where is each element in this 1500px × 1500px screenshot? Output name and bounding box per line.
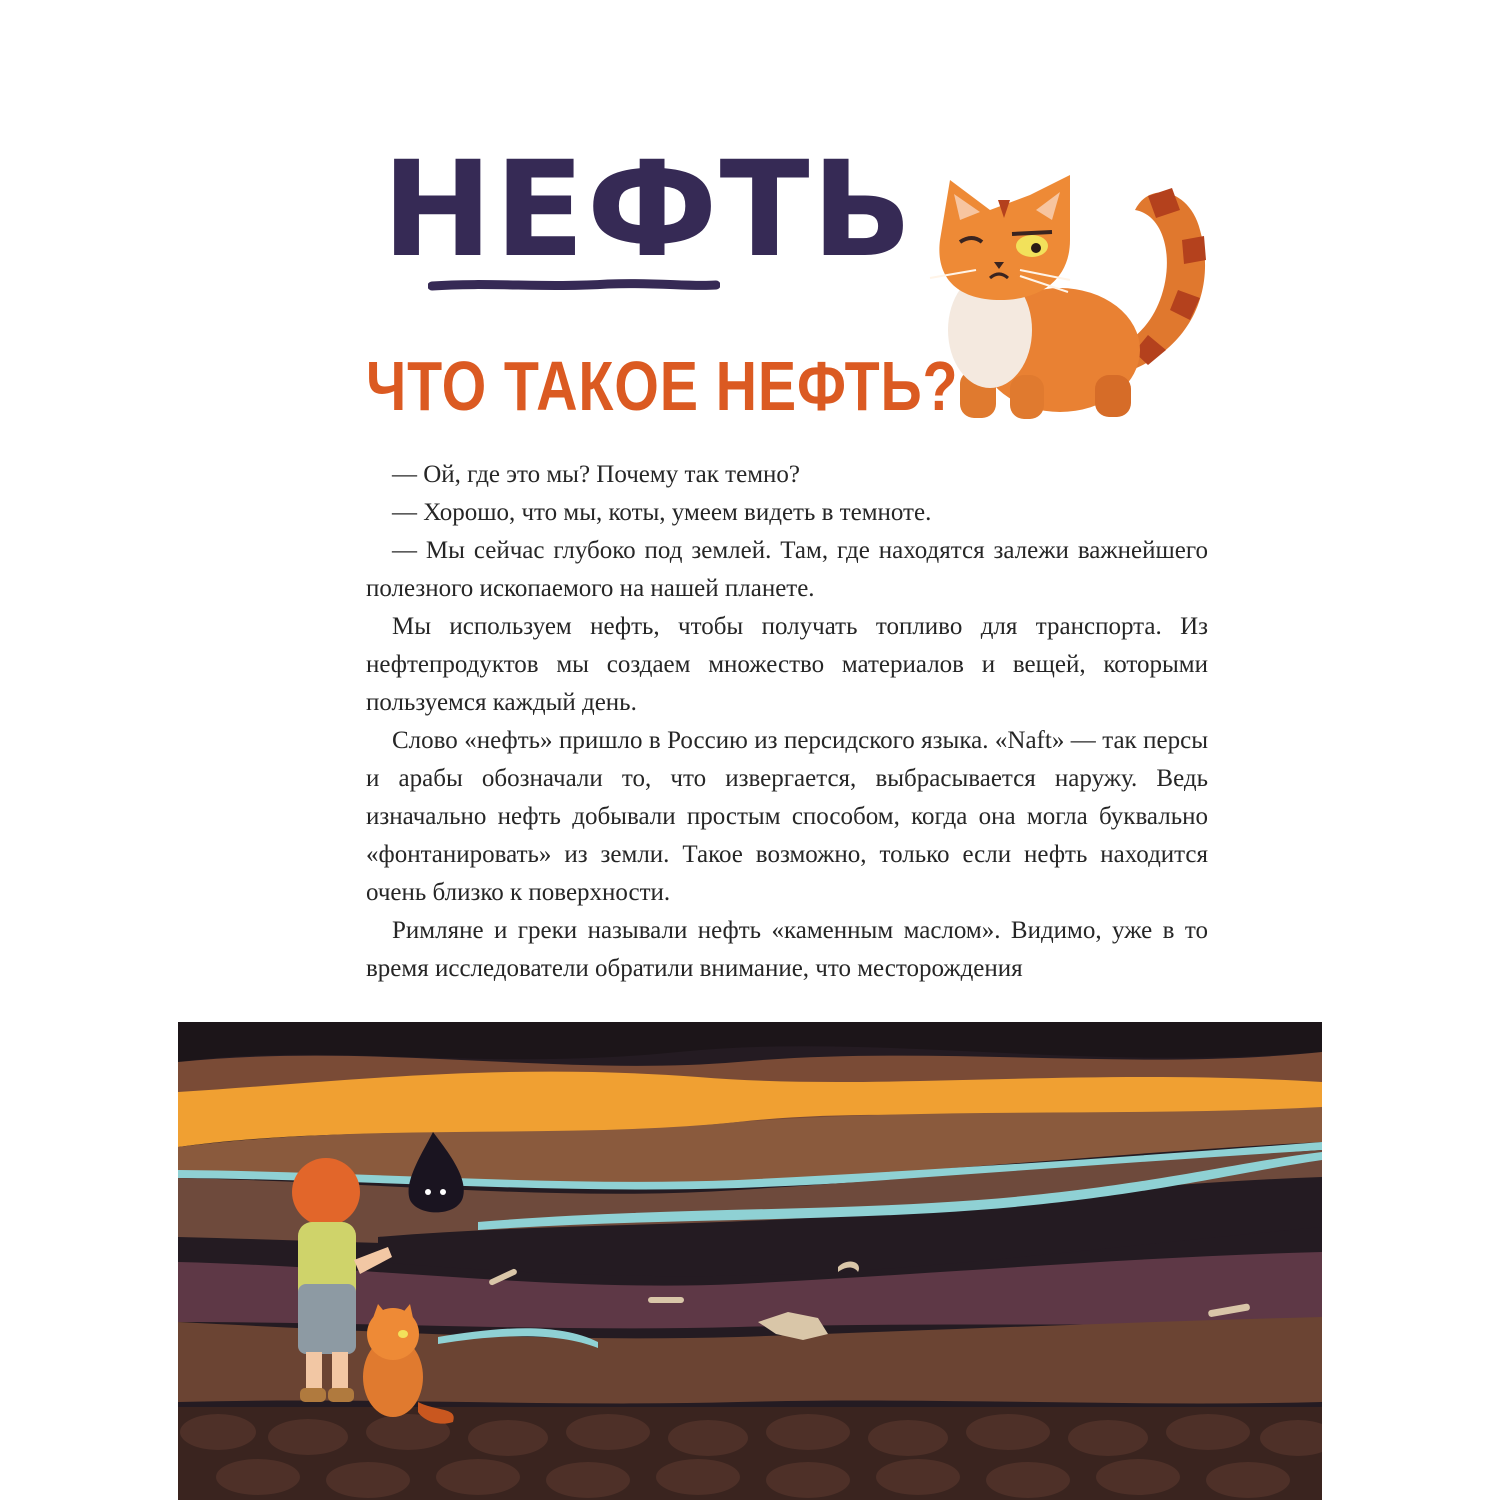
ginger-cat-illustration (920, 170, 1220, 430)
section-subtitle: ЧТО ТАКОЕ НЕФТЬ? (366, 347, 959, 425)
page-title: НЕФТЬ (382, 133, 915, 287)
dialogue-line-2: — Хорошо, что мы, коты, умеем видеть в темноте. (392, 499, 932, 526)
body-text (366, 456, 1208, 988)
paragraph-etymology: Слово «нефть» пришло в Россию из персидского языка. «Naft» — так персы и арабы обозначали то, что извергается, выбрасывается наружу. Ведь изначально нефть добывали простым способом, когда она могла буквально «фонтанировать» из земли. Такое возможно, только если нефть находится очень близко к поверхности. (366, 727, 1208, 906)
dialogue-line-3: — Мы сейчас глубоко под землей. Там, где находятся залежи важнейшего полезного ископаемого на нашей планете. (366, 537, 1208, 602)
title-underline (428, 278, 720, 294)
underground-layers-scene (178, 1022, 1322, 1500)
paragraph-romans: Римляне и греки называли нефть «каменным маслом». Видимо, уже в то время исследователи обратили внимание, что месторождения (366, 917, 1208, 982)
paragraph-usage: Мы используем нефть, чтобы получать топливо для транспорта. Из нефтепродуктов мы создаем множество материалов и вещей, которыми пользуемся каждый день. (366, 613, 1208, 716)
dialogue-line-1: — Ой, где это мы? Почему так темно? (392, 461, 800, 488)
